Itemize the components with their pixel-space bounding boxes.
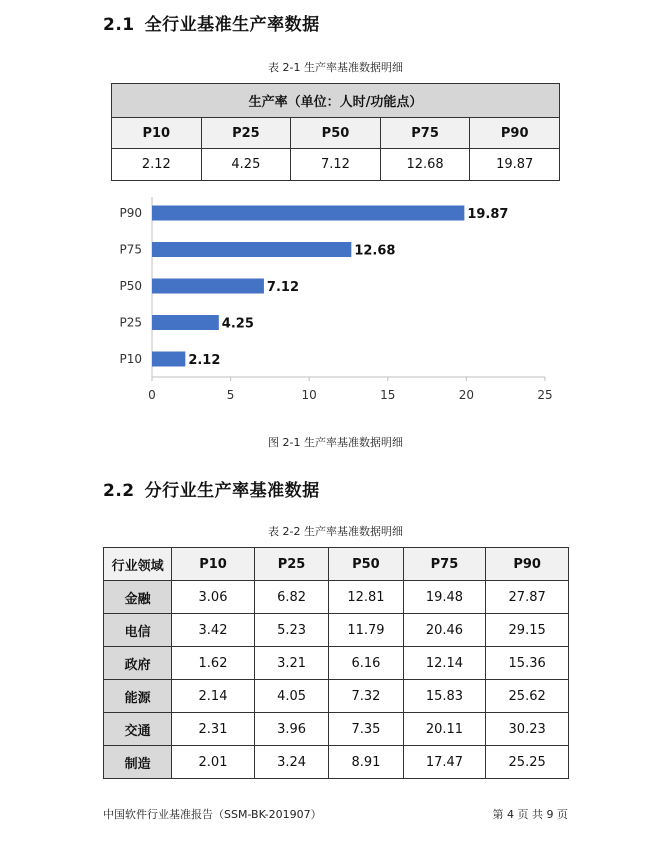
footer-report-title: 中国软件行业基准报告（SSM-BK-201907）	[103, 808, 322, 821]
bar	[152, 242, 351, 257]
section-heading-2-1	[103, 10, 320, 35]
row-header: 制造	[104, 746, 172, 779]
table-cell: 6.16	[329, 647, 403, 680]
column-header: P50	[329, 548, 403, 581]
table-cell: 25.25	[486, 746, 569, 779]
table-cell: 2.14	[172, 680, 255, 713]
row-header: 电信	[104, 614, 172, 647]
table-cell: 3.06	[172, 581, 255, 614]
table-cell: 20.11	[403, 713, 486, 746]
figure1-caption: 图 2-1 生产率基准数据明细	[268, 436, 403, 449]
column-header: P75	[380, 118, 470, 149]
data-label: 2.12	[188, 353, 221, 368]
table-cell: 6.82	[254, 581, 328, 614]
table-cell: 3.21	[254, 647, 328, 680]
row-header: 金融	[104, 581, 172, 614]
footer-page-number: 第 4 页 共 9 页	[492, 808, 568, 821]
section-title: 分行业生产率基准数据	[144, 481, 320, 501]
productivity-table	[111, 83, 560, 181]
table-cell: 2.01	[172, 746, 255, 779]
row-header: 交通	[104, 713, 172, 746]
table-cell: 19.87	[470, 149, 560, 181]
x-tick-label: 5	[226, 388, 235, 402]
data-label: 4.25	[221, 316, 254, 332]
table-row	[104, 746, 569, 779]
table-cell: 2.31	[172, 713, 255, 746]
x-tick-label: 10	[301, 388, 317, 402]
table-cell: 12.68	[380, 149, 470, 181]
category-label: P10	[119, 352, 142, 366]
table-cell: 29.15	[486, 614, 569, 647]
column-header: P25	[254, 548, 328, 581]
section-number: 2.2	[103, 481, 135, 501]
table-cell: 7.12	[291, 149, 381, 181]
table-cell: 15.83	[403, 680, 486, 713]
table-cell: 1.62	[172, 647, 255, 680]
bar	[152, 315, 219, 330]
table-cell: 12.14	[403, 647, 486, 680]
data-label: 12.68	[354, 243, 396, 259]
column-header: P10	[172, 548, 255, 581]
category-label: P50	[119, 279, 142, 293]
table-cell: 3.42	[172, 614, 255, 647]
row-header: 政府	[104, 647, 172, 680]
table-cell: 11.79	[329, 614, 403, 647]
column-header: P25	[201, 118, 291, 149]
table-cell: 7.35	[329, 713, 403, 746]
x-tick-label: 25	[537, 388, 553, 402]
section-number: 2.1	[103, 15, 135, 35]
table-cell: 8.91	[329, 746, 403, 779]
table-row	[104, 647, 569, 680]
category-label: P90	[119, 206, 142, 220]
column-header: P10	[112, 118, 202, 149]
table-row	[104, 680, 569, 713]
table-cell: 19.48	[403, 581, 486, 614]
table-cell: 30.23	[486, 713, 569, 746]
table-row	[104, 581, 569, 614]
x-tick-label: 0	[148, 388, 156, 402]
column-header: P50	[291, 118, 381, 149]
column-header: 行业领域	[104, 548, 172, 581]
industry-productivity-table	[103, 547, 569, 779]
table-cell: 3.24	[254, 746, 328, 779]
bar	[152, 206, 464, 221]
column-header: P90	[470, 118, 560, 149]
table-cell: 12.81	[329, 581, 403, 614]
table-cell: 4.05	[254, 680, 328, 713]
table1-caption: 表 2-1 生产率基准数据明细	[268, 61, 403, 74]
table-cell: 3.96	[254, 713, 328, 746]
table-cell: 15.36	[486, 647, 569, 680]
category-label: P75	[119, 242, 142, 257]
table-cell: 20.46	[403, 614, 486, 647]
data-label: 19.87	[467, 207, 509, 222]
table-cell: 4.25	[201, 149, 291, 181]
section-heading-2-2	[103, 476, 320, 501]
table-cell: 17.47	[403, 746, 486, 779]
x-tick-label: 15	[380, 388, 396, 402]
table2-caption: 表 2-2 生产率基准数据明细	[268, 525, 403, 538]
table-cell: 25.62	[486, 680, 569, 713]
column-header: P75	[403, 548, 486, 581]
category-label: P25	[119, 315, 142, 330]
table-cell: 7.32	[329, 680, 403, 713]
table-cell: 27.87	[486, 581, 569, 614]
row-header: 能源	[104, 680, 172, 713]
x-tick-label: 20	[458, 388, 475, 402]
bar	[152, 279, 264, 294]
table1-header: 生产率（单位：人时/功能点）	[112, 84, 560, 118]
section-title: 全行业基准生产率数据	[144, 15, 320, 35]
bar	[152, 352, 185, 367]
table-row	[104, 713, 569, 746]
table-cell: 5.23	[254, 614, 328, 647]
table-row	[104, 614, 569, 647]
data-label: 7.12	[266, 280, 300, 295]
table-cell: 2.12	[112, 149, 202, 181]
column-header: P90	[486, 548, 569, 581]
productivity-bar-chart	[100, 195, 570, 410]
